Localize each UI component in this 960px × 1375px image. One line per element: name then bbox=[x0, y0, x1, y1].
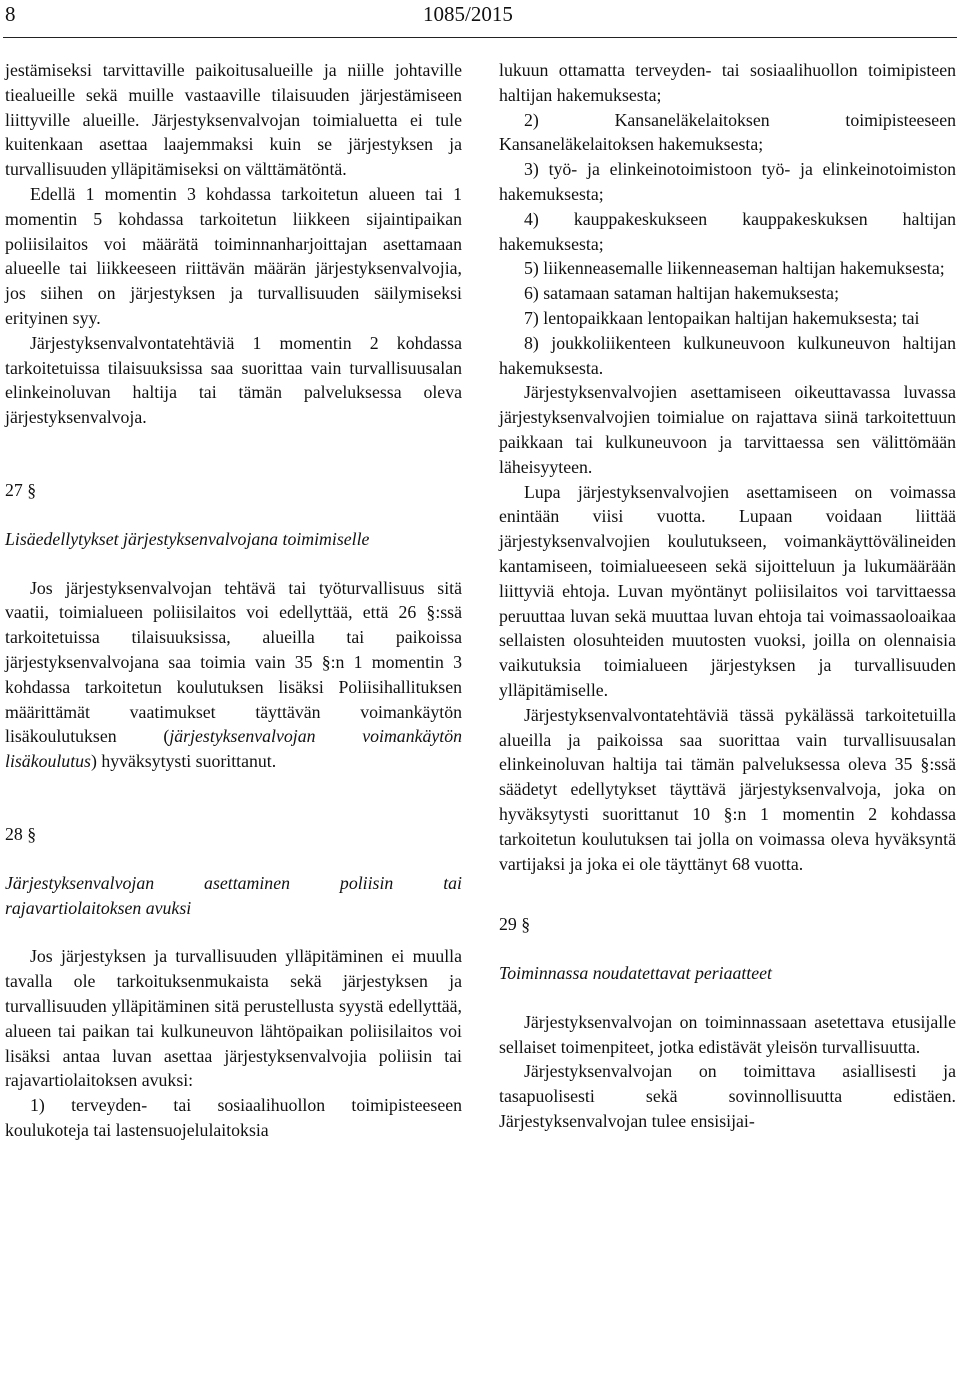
spacer bbox=[5, 552, 462, 576]
text-run: Jos järjestyksenvalvojan tehtävä tai työturvallisuus sitä vaatii, toimialueen poliisilaitos voi edellyttää, että 26 §:ssä tarkoitetuissa tilaisuuksissa, alueilla tai paikoissa järjestyksenvalvojana saa toimia vain 35 §:n 1 momentin 3 kohdassa tarkoitetun koulutuksen lisäksi Poliisihallituksen määrittämät vaatimukset täyttävän voimankäytön lisäkoulutuksen ( bbox=[5, 577, 462, 747]
text-run: ) hyväksytysti suorittanut. bbox=[90, 751, 277, 772]
section-number: 28 § bbox=[5, 823, 37, 844]
list-item: 3) työ- ja elinkeinotoimistoon työ- ja elinkeinotoimiston hakemuksesta; bbox=[499, 159, 956, 204]
paragraph: Järjestyksenvalvontatehtäviä tässä pykälässä tarkoitetuilla alueilla ja paikoissa saa suorittaa vain turvallisuusalan elinkeinoluvan haltija tai tämän palveluksessa oleva 35 §:ssä säädetyt edellytykset täyttävä järjestyksenvalvoja, joka on hyväksytysti suorittanut 10 §:n 1 momentin 2 kohdassa tarkoitetun koulutuksen tai jolla on voimassa oleva hyväksyntä vartijaksi ja joka ei ole täyttänyt 68 vuotta. bbox=[499, 704, 956, 874]
list-item: 5) liikenneasemalle liikenneaseman haltijan hakemuksesta; bbox=[524, 258, 945, 279]
paragraph: Edellä 1 momentin 3 kohdassa tarkoitetun alueen tai 1 momentin 5 kohdassa tarkoitetun liikkeen sijaintipaikan poliisilaitos voi määrätä toiminnanharjoittajan asettamaan alueelle tai liikkeeseen riittävän määrän järjestyksenvalvojia, jos siihen on järjestyksen ja turvallisuuden säilymiseksi erityinen syy. bbox=[5, 183, 462, 328]
header-rule bbox=[3, 37, 957, 38]
paragraph: jestämiseksi tarvittaville paikoitusalueille ja niille johtaville tiealueille sekä muille vastaaville tilaisuuden järjestämiseen liittyville alueille. Järjestyksenvalvojan toimialuetta ei tule kuitenkaan asettaa laajemmaksi kuin se järjestyksen ja turvallisuuden ylläpitämiseksi on välttämätöntä. bbox=[5, 60, 462, 180]
section-title: Järjestyksenvalvojan asettaminen poliisin tai rajavartiolaitoksen avuksi bbox=[5, 872, 462, 918]
spacer bbox=[5, 503, 462, 527]
list-item: 7) lentopaikkaan lentopaikan haltijan hakemuksesta; tai bbox=[524, 307, 920, 328]
italic-term: järjestyksenvalvojan voimankäytön lisäkoulutus bbox=[5, 726, 462, 772]
spacer bbox=[5, 774, 462, 822]
list-item: 8) joukkoliikenteen kulkuneuvoon kulkuneuvon haltijan hakemuksesta. bbox=[499, 332, 956, 378]
paragraph: Lupa järjestyksenvalvojien asettamiseen on voimassa enintään viisi vuotta. Lupaan voidaan liittää järjestyksenvalvojien koulutukseen, voimankäyttövälineiden kantamiseen, toimialueeseen sekä sijoitteluun ja lukumäärään liittyviä ehtoja. Luvan myöntänyt poliisilaitos voi tarvittaessa peruuttaa luvan sekä muuttaa luvan ehtoja tai voimassaoloaikaa sellaisten olosuhteiden muutosten vuoksi, joilla on olennaisia vaikutuksia toimialueen järjestyksen ja turvallisuuden ylläpitämiselle. bbox=[499, 481, 956, 700]
spacer bbox=[499, 937, 956, 961]
paragraph bbox=[5, 576, 462, 774]
paragraph: Järjestyksenvalvojan on toimittava asiallisesti ja tasapuolisesti sekä sovinnollisuutta edistäen. Järjestyksenvalvojan tulee ensisijai- bbox=[499, 1061, 956, 1132]
document-number: 1085/2015 bbox=[423, 2, 513, 26]
section-number: 27 § bbox=[5, 479, 37, 500]
section-number: 29 § bbox=[499, 914, 531, 935]
spacer bbox=[5, 847, 462, 871]
paragraph: Järjestyksenvalvontatehtäviä 1 momentin 2 kohdassa tarkoitetuissa tilaisuuksissa saa suorittaa vain turvallisuusalan elinkeinoluvan haltija tai tämän palveluksessa oleva järjestyksenvalvoja. bbox=[5, 332, 462, 428]
page-number: 8 bbox=[5, 2, 16, 26]
right-column bbox=[499, 58, 956, 1134]
left-column bbox=[5, 58, 462, 1143]
page-header bbox=[0, 0, 960, 36]
spacer bbox=[499, 986, 956, 1010]
spacer bbox=[499, 876, 956, 912]
list-item: 6) satamaan sataman haltijan hakemuksesta; bbox=[524, 283, 840, 304]
list-item: 4) kauppakeskukseen kauppakeskuksen haltijan hakemuksesta; bbox=[499, 208, 956, 254]
list-item: 2) Kansaneläkelaitoksen toimipisteeseen Kansaneläkelaitoksen hakemuksesta; bbox=[499, 109, 956, 155]
paragraph: Järjestyksenvalvojan on toiminnassaan asetettava etusijalle sellaiset toimenpiteet, jotka edistävät yleisön turvallisuutta. bbox=[499, 1011, 956, 1057]
section-title: Toiminnassa noudatettavat periaatteet bbox=[499, 963, 772, 984]
list-item: lukuun ottamatta terveyden- tai sosiaalihuollon toimipisteen haltijan hakemuksesta; bbox=[499, 60, 956, 105]
paragraph: Järjestyksenvalvojien asettamiseen oikeuttavassa luvassa järjestyksenvalvojien toimialue on rajattava siinä tarkoitettuun paikkaan tai kulkuneuvoon ja tarvittaessa sen välittömään läheisyyteen. bbox=[499, 382, 956, 477]
spacer bbox=[5, 920, 462, 944]
paragraph: Jos järjestyksen ja turvallisuuden ylläpitäminen ei muulla tavalla ole tarkoituksenmukaista sekä järjestyksen ja turvallisuuden ylläpitäminen sitä perustellusta syystä edellyttää, alueen tai paikan tai kulkuneuvon lähtöpaikan poliisilaitos voi lisäksi antaa luvan asettaa järjestyksenvalvojia poliisin tai rajavartiolaitoksen avuksi: bbox=[5, 946, 462, 1091]
list-item: 1) terveyden- tai sosiaalihuollon toimipisteeseen koulukoteja tai lastensuojelulaitoksia bbox=[5, 1095, 462, 1140]
section-title: Lisäedellytykset järjestyksenvalvojana toimimiselle bbox=[5, 528, 370, 549]
spacer bbox=[5, 430, 462, 478]
